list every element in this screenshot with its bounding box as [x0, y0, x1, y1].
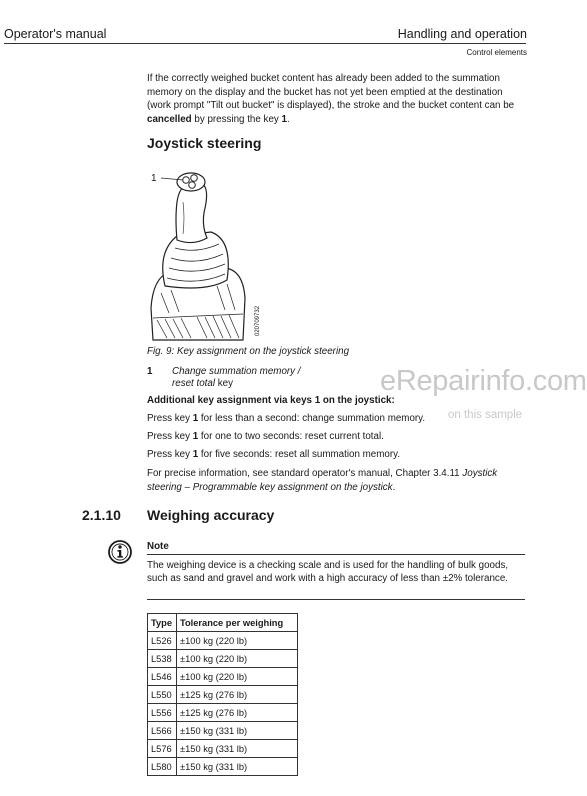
joystick-callout-number: 1 [151, 173, 157, 184]
legend-text: Change summation memory / reset total key [172, 366, 301, 389]
section-number: 2.1.10 [82, 507, 121, 523]
cell-tolerance: ±125 kg (276 lb) [177, 686, 298, 704]
header-divider [4, 43, 526, 44]
note-label: Note [147, 541, 169, 552]
press-line-3: Press key 1 for five seconds: reset all summation memory. [147, 449, 400, 460]
table-row [148, 686, 298, 704]
info-icon [108, 540, 132, 564]
cell-type: L580 [148, 758, 177, 776]
watermark-subtext: on this sample [448, 409, 523, 421]
header-subsection: Control elements [466, 48, 527, 57]
legend-number: 1 [147, 366, 153, 377]
section-title: Weighing accuracy [147, 507, 275, 523]
note-divider-bottom [147, 599, 525, 600]
cell-tolerance: ±150 kg (331 lb) [177, 722, 298, 740]
reference-paragraph: For precise information, see standard operator's manual, Chapter 3.4.11 Joystick steering – Programmable key assignment on the joystick. [147, 468, 498, 493]
header-manual-title: Operator's manual [4, 27, 107, 41]
figure-code: 020709732 [255, 305, 261, 336]
intro-paragraph: If the correctly weighed bucket content has already been added to the summation memory on the display and the bucket has not yet been emptied at the destination (work prompt "Tilt out bucket" is displayed), the stroke and the bucket content can be cancelled by pressing the key 1. [147, 73, 515, 126]
table-row [148, 650, 298, 668]
table-row [148, 632, 298, 650]
table-row [148, 740, 298, 758]
cell-tolerance: ±150 kg (331 lb) [177, 740, 298, 758]
figure-caption: Fig. 9: Key assignment on the joystick steering [147, 346, 350, 357]
cell-type: L576 [148, 740, 177, 758]
cell-type: L550 [148, 686, 177, 704]
note-text: The weighing device is a checking scale and is used for the handling of bulk goods, such as sand and gravel and work with a high accuracy of less than ±2% tolerance. [147, 560, 509, 584]
joystick-illustration [147, 168, 267, 348]
table-header-row [148, 614, 298, 632]
additional-key-heading: Additional key assignment via keys 1 on the joystick: [147, 395, 395, 406]
header-chapter-title: Handling and operation [397, 27, 527, 41]
cell-type: L566 [148, 722, 177, 740]
cell-type: L556 [148, 704, 177, 722]
press-line-2: Press key 1 for one to two seconds: reset current total. [147, 431, 384, 442]
cell-type: L526 [148, 632, 177, 650]
column-header-type: Type [148, 614, 177, 632]
cell-tolerance: ±150 kg (331 lb) [177, 758, 298, 776]
joystick-figure [147, 168, 267, 348]
cell-tolerance: ±100 kg (220 lb) [177, 650, 298, 668]
note-divider-top [147, 554, 525, 555]
table-row [148, 722, 298, 740]
cell-tolerance: ±125 kg (276 lb) [177, 704, 298, 722]
tolerance-table [147, 613, 298, 776]
cell-tolerance: ±100 kg (220 lb) [177, 668, 298, 686]
watermark-text: eRepairinfo.com [380, 365, 587, 397]
table-row [148, 668, 298, 686]
table-row [148, 704, 298, 722]
joystick-heading: Joystick steering [147, 135, 262, 151]
column-header-tolerance: Tolerance per weighing [177, 614, 298, 632]
press-line-1: Press key 1 for less than a second: change summation memory. [147, 413, 426, 424]
cell-tolerance: ±100 kg (220 lb) [177, 632, 298, 650]
cell-type: L538 [148, 650, 177, 668]
table-row [148, 758, 298, 776]
cell-type: L546 [148, 668, 177, 686]
